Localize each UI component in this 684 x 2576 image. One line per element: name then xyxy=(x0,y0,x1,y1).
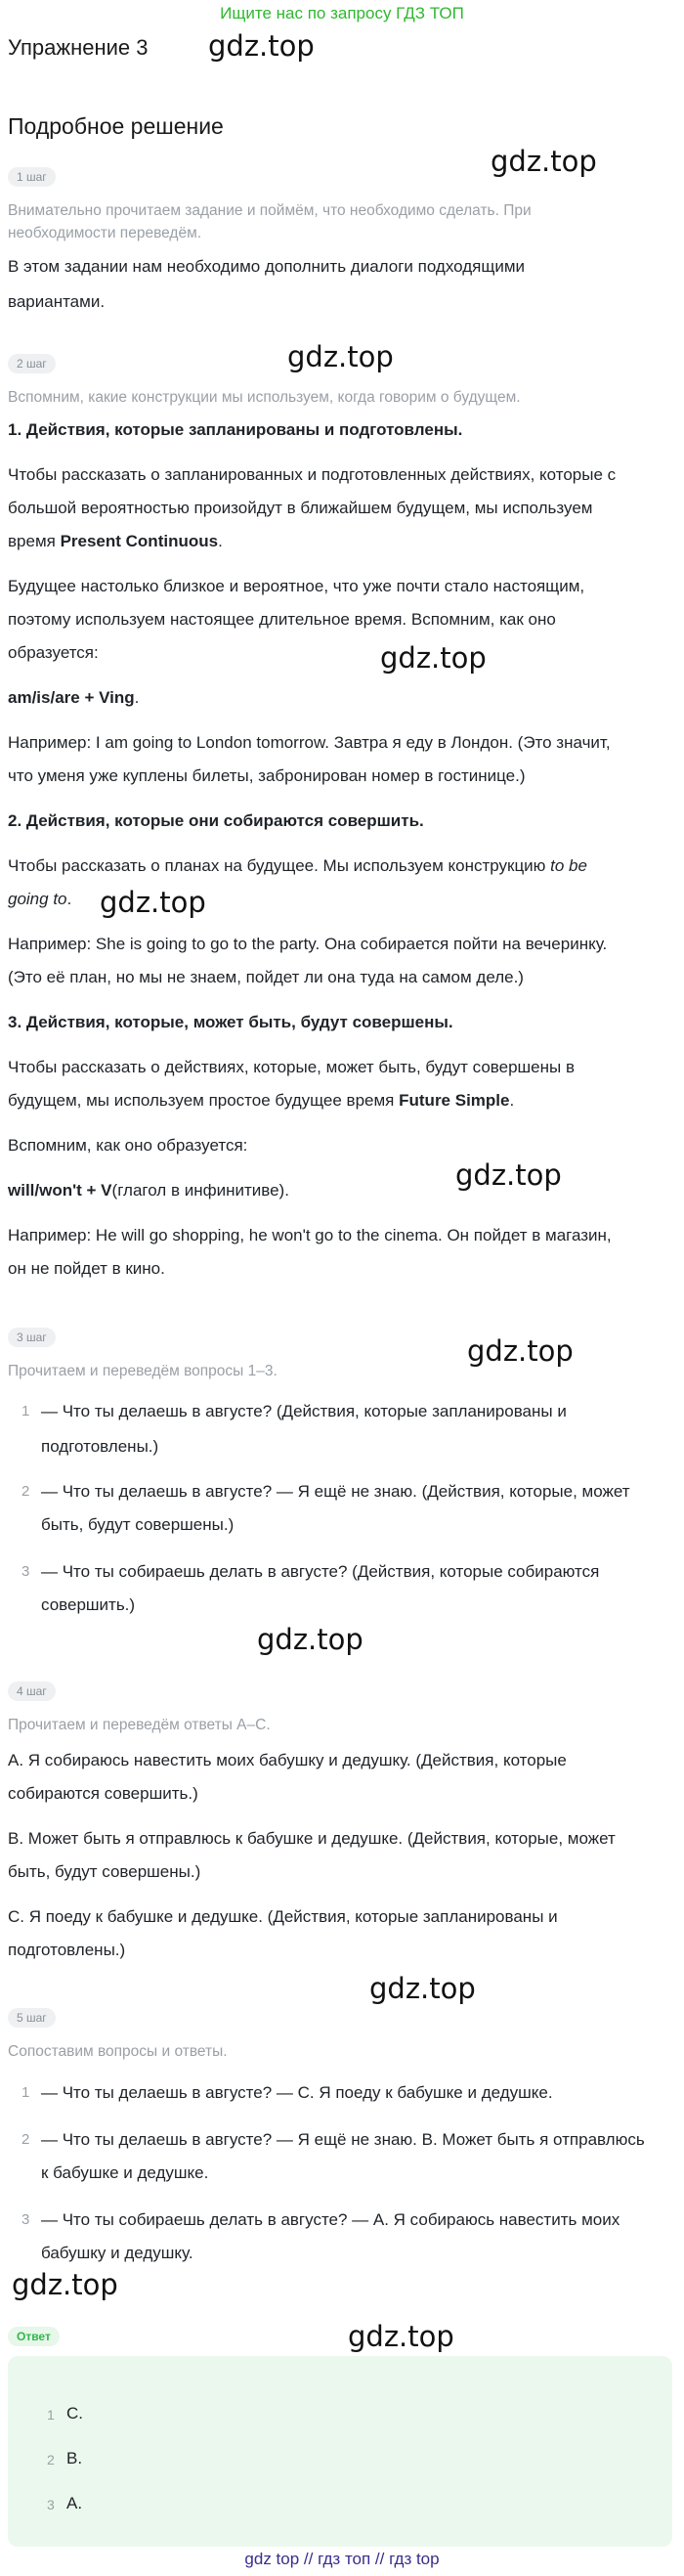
watermark: gdz.top xyxy=(257,1623,363,1656)
list-number: 1 xyxy=(21,1403,30,1419)
watermark: gdz.top xyxy=(380,641,487,675)
paragraph: going to. xyxy=(8,890,72,908)
step-badge: 3 шаг xyxy=(8,1328,56,1347)
list-number: 3 xyxy=(21,1563,30,1580)
section-heading: 1. Действия, которые запланированы и подготовлены. xyxy=(8,420,463,439)
list-item: — Что ты делаешь в августе? (Действия, которые запланированы и xyxy=(41,1402,567,1420)
answer-box xyxy=(8,2356,672,2547)
step-description: Прочитаем и переведём вопросы 1–3. xyxy=(8,1363,278,1379)
example: что уменя уже куплены билеты, забронирован номер в гостинице.) xyxy=(8,766,526,785)
watermark: gdz.top xyxy=(287,340,394,373)
paragraph: вариантами. xyxy=(8,292,106,311)
list-number: 1 xyxy=(21,2084,30,2101)
formula: will/won't + V(глагол в инфинитиве). xyxy=(8,1181,289,1200)
answer-option: быть, будут совершены.) xyxy=(8,1862,201,1881)
watermark: gdz.top xyxy=(491,145,597,178)
tense-name: Present Continuous xyxy=(60,532,219,550)
paragraph: время Present Continuous. xyxy=(8,532,223,550)
step-description: Вспомним, какие конструкции мы используем, когда говорим о будущем. xyxy=(8,389,521,406)
answer-number: 2 xyxy=(47,2452,55,2467)
paragraph: образуется: xyxy=(8,643,99,662)
answer-badge: Ответ xyxy=(8,2327,60,2346)
example: он не пойдет в кино. xyxy=(8,1259,165,1278)
watermark: gdz.top xyxy=(369,1972,476,2005)
answer-number: 3 xyxy=(47,2497,55,2512)
section-heading: 3. Действия, которые, может быть, будут совершены. xyxy=(8,1013,453,1031)
tense-name: Future Simple xyxy=(399,1091,510,1110)
paragraph: В этом задании нам необходимо дополнить диалоги подходящими xyxy=(8,257,526,276)
step-description: Внимательно прочитаем задание и поймём, что необходимо сделать. При xyxy=(8,202,532,219)
example: (Это её план, но мы не знаем, пойдет ли она туда на самом деле.) xyxy=(8,968,524,986)
formula: am/is/are + Ving. xyxy=(8,688,140,707)
list-item: — Что ты делаешь в августе? — Я ещё не знаю. (Действия, которые, может xyxy=(41,1482,630,1501)
paragraph: Чтобы рассказать о запланированных и подготовленных действиях, которые с xyxy=(8,465,617,484)
list-item: быть, будут совершены.) xyxy=(41,1515,235,1534)
footer-banner: gdz top // гдз топ // гдз top xyxy=(244,2550,440,2568)
step-description: необходимости переведём. xyxy=(8,225,202,241)
list-item: подготовлены.) xyxy=(41,1437,159,1456)
list-item: бабушку и дедушку. xyxy=(41,2244,193,2262)
watermark: gdz.top xyxy=(455,1158,562,1192)
step-description: Сопоставим вопросы и ответы. xyxy=(8,2043,228,2060)
section-heading: 2. Действия, которые они собираются совершить. xyxy=(8,811,424,830)
list-item: — Что ты делаешь в августе? — C. Я поеду к бабушке и дедушке. xyxy=(41,2083,553,2102)
paragraph: Чтобы рассказать о планах на будущее. Мы используем конструкцию to be xyxy=(8,856,587,875)
paragraph: будущем, мы используем простое будущее время Future Simple. xyxy=(8,1091,515,1110)
answer-option: A. Я собираюсь навестить моих бабушку и дедушку. (Действия, которые xyxy=(8,1751,567,1769)
example: Например: He will go shopping, he won't go to the cinema. Он пойдет в магазин, xyxy=(8,1226,612,1244)
list-item: — Что ты собираешь делать в августе? — A. Я собираюсь навестить моих xyxy=(41,2210,620,2229)
list-number: 2 xyxy=(21,1483,30,1500)
watermark: gdz.top xyxy=(467,1334,574,1368)
paragraph: Вспомним, как оно образуется: xyxy=(8,1136,248,1155)
solution-heading: Подробное решение xyxy=(8,113,224,139)
list-item: — Что ты делаешь в августе? — Я ещё не знаю. B. Может быть я отправлюсь xyxy=(41,2130,645,2149)
paragraph: Чтобы рассказать о действиях, которые, может быть, будут совершены в xyxy=(8,1058,575,1076)
paragraph: большой вероятностью произойдут в ближайшем будущем, мы используем xyxy=(8,499,593,517)
list-item: совершить.) xyxy=(41,1595,136,1614)
watermark: gdz.top xyxy=(100,886,206,919)
example: Например: I am going to London tomorrow. Завтра я еду в Лондон. (Это значит, xyxy=(8,733,611,752)
exercise-title: Упражнение 3 xyxy=(8,35,149,60)
list-number: 3 xyxy=(21,2211,30,2228)
paragraph: поэтому используем настоящее длительное время. Вспомним, как оно xyxy=(8,610,556,629)
step-description: Прочитаем и переведём ответы A–C. xyxy=(8,1717,271,1733)
step-badge: 5 шаг xyxy=(8,2008,56,2028)
watermark: gdz.top xyxy=(12,2268,118,2301)
answer-option: собираются совершить.) xyxy=(8,1784,198,1803)
search-banner: Ищите нас по запросу ГДЗ ТОП xyxy=(220,4,464,22)
answer-number: 1 xyxy=(47,2407,55,2423)
answer-value: B. xyxy=(66,2449,83,2467)
list-item: к бабушке и дедушке. xyxy=(41,2163,209,2182)
paragraph: Будущее настолько близкое и вероятное, что уже почти стало настоящим, xyxy=(8,577,585,595)
example: Например: She is going to go to the party. Она собирается пойти на вечеринку. xyxy=(8,935,608,953)
answer-value: C. xyxy=(66,2404,83,2423)
answer-option: C. Я поеду к бабушке и дедушке. (Действия, которые запланированы и xyxy=(8,1907,558,1926)
step-badge: 1 шаг xyxy=(8,167,56,187)
watermark: gdz.top xyxy=(208,29,315,63)
list-number: 2 xyxy=(21,2131,30,2148)
list-item: — Что ты собираешь делать в августе? (Действия, которые собираются xyxy=(41,1562,600,1581)
watermark: gdz.top xyxy=(348,2320,454,2353)
step-badge: 4 шаг xyxy=(8,1681,56,1701)
answer-value: A. xyxy=(66,2494,83,2512)
answer-option: подготовлены.) xyxy=(8,1941,126,1959)
step-badge: 2 шаг xyxy=(8,354,56,373)
answer-option: B. Может быть я отправлюсь к бабушке и дедушке. (Действия, которые, может xyxy=(8,1829,616,1848)
